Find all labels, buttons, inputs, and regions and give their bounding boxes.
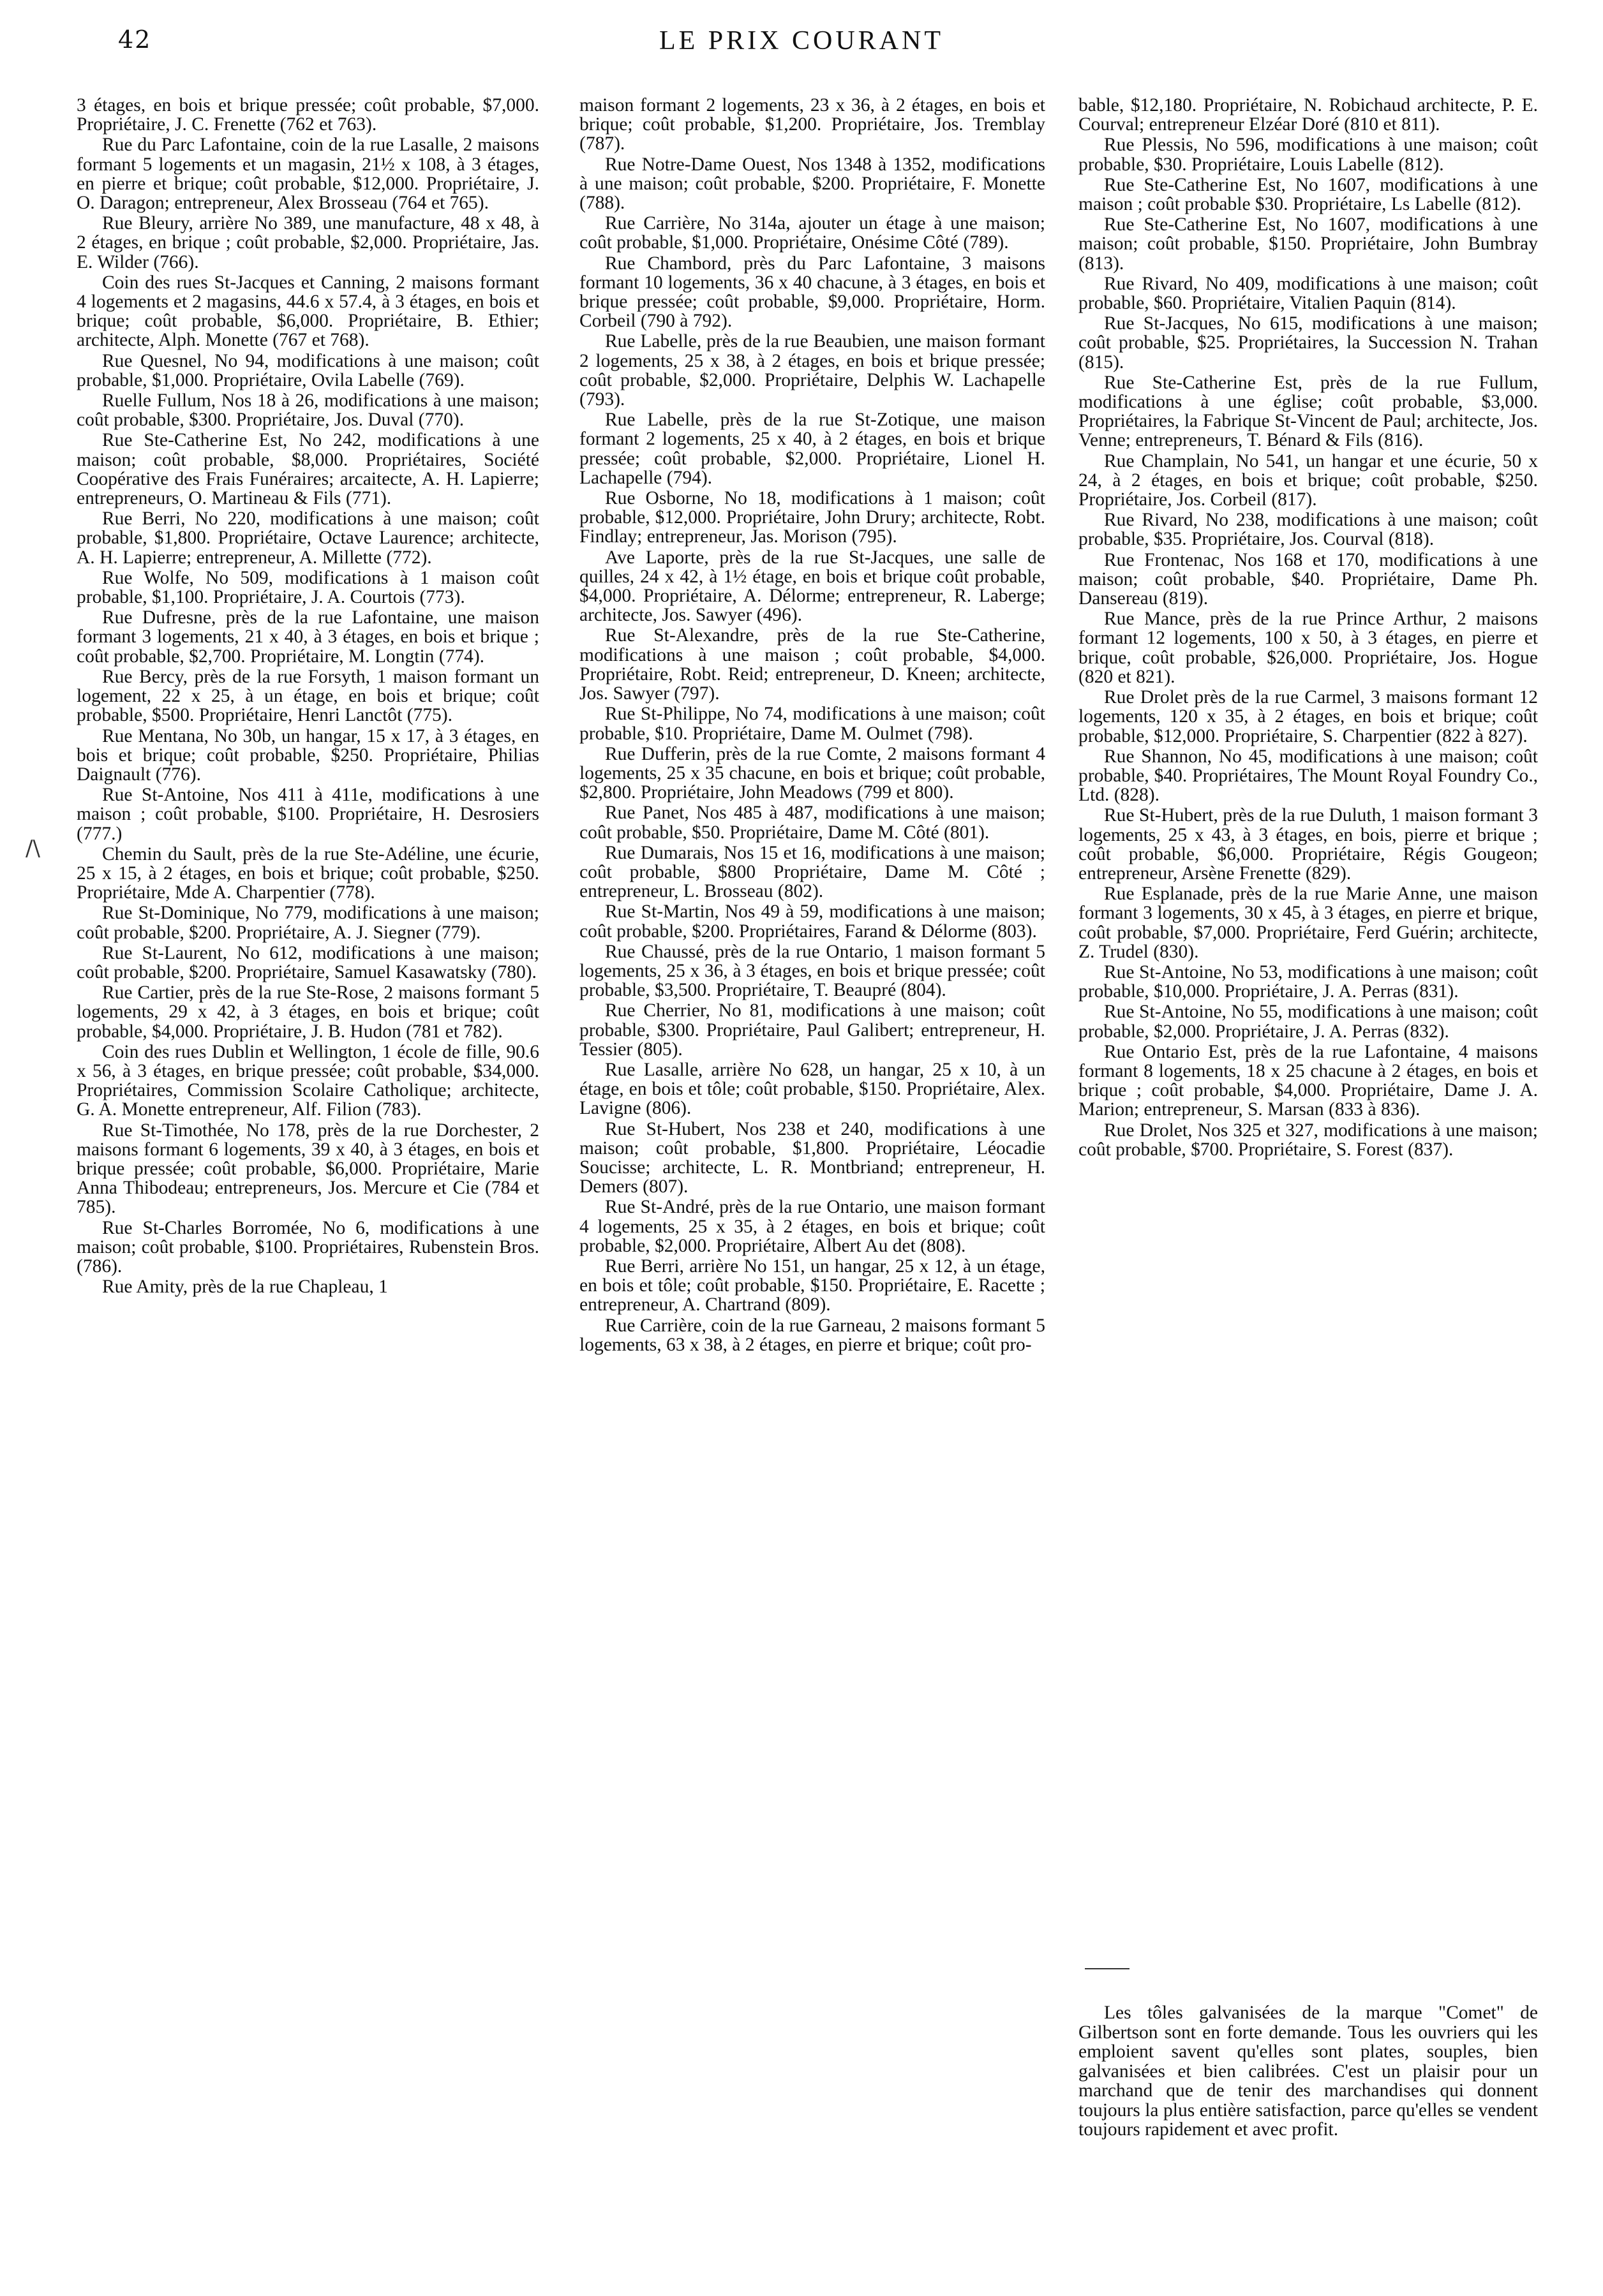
listing-entry: Rue St-Antoine, No 55, modifications à une maison; coût probable, $2,000. Propriétaire, J. A. Perras (832). xyxy=(1078,1002,1538,1042)
advertisement-notice: Les tôles galvanisées de la marque "Comet" de Gilbertson sont en forte demande. Tous les ouvriers qui les emploient savent qu'elles sont plates, souples, bien galvanisées et bien calibrées. C'est un plaisir pour un marchand que de tenir des marchandises qui donnent toujours la plus entière satisfaction, parce qu'elles se vendent toujours rapidement et avec profit. xyxy=(1078,2003,1538,2140)
listing-entry: Rue Wolfe, No 509, modifications à 1 maison coût probable, $1,100. Propriétaire, J. A. Courtois (773). xyxy=(77,567,539,608)
listing-entry: Rue Dufresne, près de la rue Lafontaine, une maison formant 3 logements, 21 x 40, à 3 étages, en bois et brique ; coût probable, $2,700. Propriétaire, M. Longtin (774). xyxy=(77,607,539,667)
listing-entry: Rue St-André, près de la rue Ontario, une maison formant 4 logements, 25 x 35, à 2 étages, en bois et brique; coût probable, $2,000. Propriétaire, Albert Au det (808). xyxy=(579,1197,1045,1256)
page-header xyxy=(0,26,1603,70)
listing-entry: bable, $12,180. Propriétaire, N. Robichaud architecte, P. E. Courval; entrepreneur Elzéar Doré (810 et 811). xyxy=(1078,95,1538,135)
listing-entry: Rue St-Hubert, près de la rue Duluth, 1 maison formant 3 logements, 25 x 43, à 3 étages, en bois, pierre et brique ; coût probable, $6,000. Propriétaire, Régis Gougeon; entrepreneur, Arsène Frenette (829). xyxy=(1078,805,1538,884)
listing-entry: Rue Frontenac, Nos 168 et 170, modifications à une maison; coût probable, $40. Propriétaire, Dame Ph. Dansereau (819). xyxy=(1078,549,1538,609)
listing-entry: Rue Osborne, No 18, modifications à 1 maison; coût probable, $12,000. Propriétaire, John Drury; architecte, Robt. Findlay; entrepreneur, Jas. Morison (795). xyxy=(579,488,1045,547)
listing-entry: 3 étages, en bois et brique pressée; coût probable, $7,000. Propriétaire, J. C. Frenette (762 et 763). xyxy=(77,95,539,135)
page-number: 42 xyxy=(118,26,152,54)
listing-entry: Rue Chaussé, près de la rue Ontario, 1 maison formant 5 logements, 25 x 36, à 3 étages, en bois et brique pressée; coût probable, $3,500. Propriétaire, T. Beaupré (804). xyxy=(579,941,1045,1001)
listing-entry: Rue St-Laurent, No 612, modifications à une maison; coût probable, $200. Propriétaire, Samuel Kasawatsky (780). xyxy=(77,942,539,982)
listing-entry: Rue Rivard, No 409, modifications à une maison; coût probable, $60. Propriétaire, Vitalien Paquin (814). xyxy=(1078,273,1538,314)
listing-entry: Rue St-Antoine, No 53, modifications à une maison; coût probable, $10,000. Propriétaire, J. A. Perras (831). xyxy=(1078,961,1538,1002)
listing-entry: Rue St-Antoine, Nos 411 à 411e, modifications à une maison ; coût probable, $100. Propriétaire, H. Desrosiers (777.) xyxy=(77,785,539,844)
listing-entry: Rue Dufferin, près de la rue Comte, 2 maisons formant 4 logements, 25 x 35 chacune, en bois et brique; coût probable, $2,800. Propriétaire, John Meadows (799 et 800). xyxy=(579,743,1045,803)
listing-entry: Rue Mentana, No 30b, un hangar, 15 x 17, à 3 étages, en bois et brique; coût probable, $250. Propriétaire, Philias Daignault (776). xyxy=(77,725,539,785)
listing-entry: Rue Cartier, près de la rue Ste-Rose, 2 maisons formant 5 logements, 29 x 42, à 3 étages, en bois et brique; coût probable, $4,000. Propriétaire, J. B. Hudon (781 et 782). xyxy=(77,982,539,1042)
listing-entry: Rue St-Philippe, No 74, modifications à une maison; coût probable, $10. Propriétaire, Dame M. Oulmet (798). xyxy=(579,704,1045,744)
listing-entry: Rue Labelle, près de la rue St-Zotique, une maison formant 2 logements, 25 x 40, à 2 étages, en bois et brique pressée; coût probable, $2,000. Propriétaire, Lionel H. Lachapelle (794). xyxy=(579,410,1045,488)
listing-entry: Rue St-Martin, Nos 49 à 59, modifications à une maison; coût probable, $200. Propriétaires, Farand & Délorme (803). xyxy=(579,901,1045,942)
listing-entry: Rue St-Alexandre, près de la rue Ste-Catherine, modifications à une maison ; coût probable, $4,000. Propriétaire, Robt. Reid; entrepreneur, D. Kneen; architecte, Jos. Sawyer (797). xyxy=(579,625,1045,704)
listing-entry: Coin des rues St-Jacques et Canning, 2 maisons formant 4 logements et 2 magasins, 44.6 x 57.4, à 3 étages, en bois et brique; coût probable, $6,000. Propriétaire, B. Ethier; architecte, Alph. Monette (767 et 768). xyxy=(77,272,539,351)
column-3 xyxy=(1078,96,1538,1160)
column-2 xyxy=(579,96,1045,1356)
listing-entry: Rue Ste-Catherine Est, No 242, modifications à une maison; coût probable, $8,000. Propriétaires, Société Coopérative des Frais Funéraires; arcaitecte, A. H. Lapierre; entrepreneurs, O. Martineau & Fils (771). xyxy=(77,430,539,509)
listing-entry: Rue Champlain, No 541, un hangar et une écurie, 50 x 24, à 2 étages, en bois et brique; coût probable, $250. Propriétaire, Jos. Corbeil (817). xyxy=(1078,450,1538,510)
margin-mark: /\ xyxy=(26,836,40,861)
listing-entry: Ave Laporte, près de la rue St-Jacques, une salle de quilles, 24 x 42, à 1½ étage, en bois et brique coût probable, $4,000. Propriétaire, A. Délorme; entrepreneur, R. Laberge; architecte, Jos. Sawyer (496). xyxy=(579,547,1045,626)
listing-entry: Rue Panet, Nos 485 à 487, modifications à une maison; coût probable, $50. Propriétaire, Dame M. Côté (801). xyxy=(579,803,1045,843)
listing-entry: Rue Dumarais, Nos 15 et 16, modifications à une maison; coût probable, $800 Propriétaire, Dame M. Côté ; entrepreneur, L. Brosseau (802). xyxy=(579,842,1045,902)
listing-entry: Rue St-Jacques, No 615, modifications à une maison; coût probable, $25. Propriétaires, la Succession N. Trahan (815). xyxy=(1078,313,1538,373)
listing-entry: Rue St-Timothée, No 178, près de la rue Dorchester, 2 maisons formant 6 logements, 39 x 40, à 3 étages, en bois et brique pressée; coût probable, $6,000. Propriétaire, Marie Anna Thibodeau; entrepreneurs, Jos. Mercure et Cie (784 et 785). xyxy=(77,1120,539,1218)
listing-entry: Rue Carrière, coin de la rue Garneau, 2 maisons formant 5 logements, 63 x 38, à 2 étages, en pierre et brique; coût pro- xyxy=(579,1315,1045,1355)
listing-entry: Rue Labelle, près de la rue Beaubien, une maison formant 2 logements, 25 x 38, à 2 étages, en bois et brique pressée; coût probable, $2,000. Propriétaire, Delphis W. Lachapelle (793). xyxy=(579,331,1045,410)
listing-entry: Rue Berri, No 220, modifications à une maison; coût probable, $1,800. Propriétaire, Octave Laurence; architecte, A. H. Lapierre; entrepreneur, A. Millette (772). xyxy=(77,508,539,568)
listing-entry: Rue Drolet, Nos 325 et 327, modifications à une maison; coût probable, $700. Propriétaire, S. Forest (837). xyxy=(1078,1120,1538,1160)
listing-entry: Ruelle Fullum, Nos 18 à 26, modifications à une maison; coût probable, $300. Propriétaire, Jos. Duval (770). xyxy=(77,390,539,431)
listing-entry: Rue Chambord, près du Parc Lafontaine, 3 maisons formant 10 logements, 36 x 40 chacune, à 3 étages, en bois et brique pressée; coût probable, $9,000. Propriétaire, Horm. Corbeil (790 à 792). xyxy=(579,253,1045,332)
listing-entry: Rue Amity, près de la rue Chapleau, 1 xyxy=(102,1277,388,1298)
listing-entry: Rue Plessis, No 596, modifications à une maison; coût probable, $30. Propriétaire, Louis Labelle (812). xyxy=(1078,135,1538,175)
listing-entry: Rue Ste-Catherine Est, No 1607, modifications à une maison; coût probable, $150. Propriétaire, John Bumbray (813). xyxy=(1078,214,1538,274)
listing-entry: Rue Bleury, arrière No 389, une manufacture, 48 x 48, à 2 étages, en brique ; coût probable, $2,000. Propriétaire, Jas. E. Wilder (766). xyxy=(77,213,539,272)
listing-entry: Rue Esplanade, près de la rue Marie Anne, une maison formant 3 logements, 30 x 45, à 3 étages, en pierre et brique, coût probable, $7,000. Propriétaire, Ferd Guérin; architecte, Z. Trudel (830). xyxy=(1078,884,1538,962)
column-1 xyxy=(77,96,539,1298)
listing-entry: maison formant 2 logements, 23 x 36, à 2 étages, en bois et brique; coût probable, $1,200. Propriétaire, Jos. Tremblay (787). xyxy=(579,95,1045,154)
page-title: LE PRIX COURANT xyxy=(659,26,944,56)
listing-entry: Rue du Parc Lafontaine, coin de la rue Lasalle, 2 maisons formant 5 logements et un magasin, 21½ x 108, à 3 étages, en pierre et brique; coût probable, $12,000. Propriétaire, J. O. Daragon; entrepreneur, Alex Brosseau (764 et 765). xyxy=(77,135,539,214)
listing-entry: Rue St-Charles Borromée, No 6, modifications à une maison; coût probable, $100. Propriétaires, Rubenstein Bros. (786). xyxy=(77,1217,539,1277)
listing-entry: Rue Bercy, près de la rue Forsyth, 1 maison formant un logement, 22 x 25, à un étage, en bois et brique; coût probable, $500. Propriétaire, Henri Lanctôt (775). xyxy=(77,666,539,726)
listing-entry: Rue Cherrier, No 81, modifications à une maison; coût probable, $300. Propriétaire, Paul Galibert; entrepreneur, H. Tessier (805). xyxy=(579,1000,1045,1060)
listing-entry: Rue Quesnel, No 94, modifications à une maison; coût probable, $1,000. Propriétaire, Ovila Labelle (769). xyxy=(77,350,539,390)
listing-entry: Rue St-Dominique, No 779, modifications à une maison; coût probable, $200. Propriétaire, A. J. Siegner (779). xyxy=(77,903,539,943)
listing-entry: Rue Drolet près de la rue Carmel, 3 maisons formant 12 logements, 120 x 35, à 2 étages, en bois et brique; coût probable, $12,000. Propriétaire, S. Charpentier (822 à 827). xyxy=(1078,687,1538,746)
listing-entry: Rue Shannon, No 45, modifications à une maison; coût probable, $40. Propriétaires, The Mount Royal Foundry Co., Ltd. (828). xyxy=(1078,746,1538,806)
listing-entry: Rue Rivard, No 238, modifications à une maison; coût probable, $35. Propriétaire, Jos. Courval (818). xyxy=(1078,510,1538,550)
listing-entry: Rue Mance, près de la rue Prince Arthur, 2 maisons formant 12 logements, 100 x 50, à 3 étages, en pierre et brique, coût probable, $26,000. Propriétaire, Jos. Hogue (820 et 821). xyxy=(1078,609,1538,687)
listing-entry: Rue Notre-Dame Ouest, Nos 1348 à 1352, modifications à une maison; coût probable, $200. Propriétaire, F. Monette (788). xyxy=(579,154,1045,214)
listing-entry: Rue Ste-Catherine Est, No 1607, modifications à une maison ; coût probable $30. Propriétaire, Ls Labelle (812). xyxy=(1078,174,1538,215)
listing-entry: Rue Berri, arrière No 151, un hangar, 25 x 12, à un étage, en bois et tôle; coût probable, $150. Propriétaire, E. Racette ; entrepreneur, A. Chartrand (809). xyxy=(579,1255,1045,1315)
section-divider xyxy=(1085,1968,1130,1969)
listing-entry: Rue Lasalle, arrière No 628, un hangar, 25 x 10, à un étage, en bois et tôle; coût probable, $150. Propriétaire, Alex. Lavigne (806). xyxy=(579,1059,1045,1119)
listing-entry: Rue Ontario Est, près de la rue Lafontaine, 4 maisons formant 8 logements, 18 x 25 chacune à 2 étages, en bois et brique ; coût probable, $4,000. Propriétaire, Dame J. A. Marion; entrepreneur, S. Marsan (833 à 836). xyxy=(1078,1041,1538,1120)
listing-entry: Coin des rues Dublin et Wellington, 1 école de fille, 90.6 x 56, à 3 étages, en brique pressée; coût probable, $34,000. Propriétaires, Commission Scolaire Catholique; architecte, G. A. Monette entrepreneur, Alf. Filion (783). xyxy=(77,1041,539,1120)
listing-entry: Chemin du Sault, près de la rue Ste-Adéline, une écurie, 25 x 15, à 2 étages, en bois et brique; coût probable, $250. Propriétaire, Mde A. Charpentier (778). xyxy=(77,843,539,903)
listing-entry: Rue Carrière, No 314a, ajouter un étage à une maison; coût probable, $1,000. Propriétaire, Onésime Côté (789). xyxy=(579,213,1045,253)
listing-entry: Rue Ste-Catherine Est, près de la rue Fullum, modifications à une église; coût probable, $3,000. Propriétaires, la Fabrique St-Vincent de Paul; architecte, Jos. Venne; entrepreneurs, T. Bénard & Fils (816). xyxy=(1078,372,1538,451)
listing-entry: Rue St-Hubert, Nos 238 et 240, modifications à une maison; coût probable, $1,800. Propriétaire, Léocadie Soucisse; architecte, L. R. Montbriand; entrepreneur, H. Demers (807). xyxy=(579,1118,1045,1197)
